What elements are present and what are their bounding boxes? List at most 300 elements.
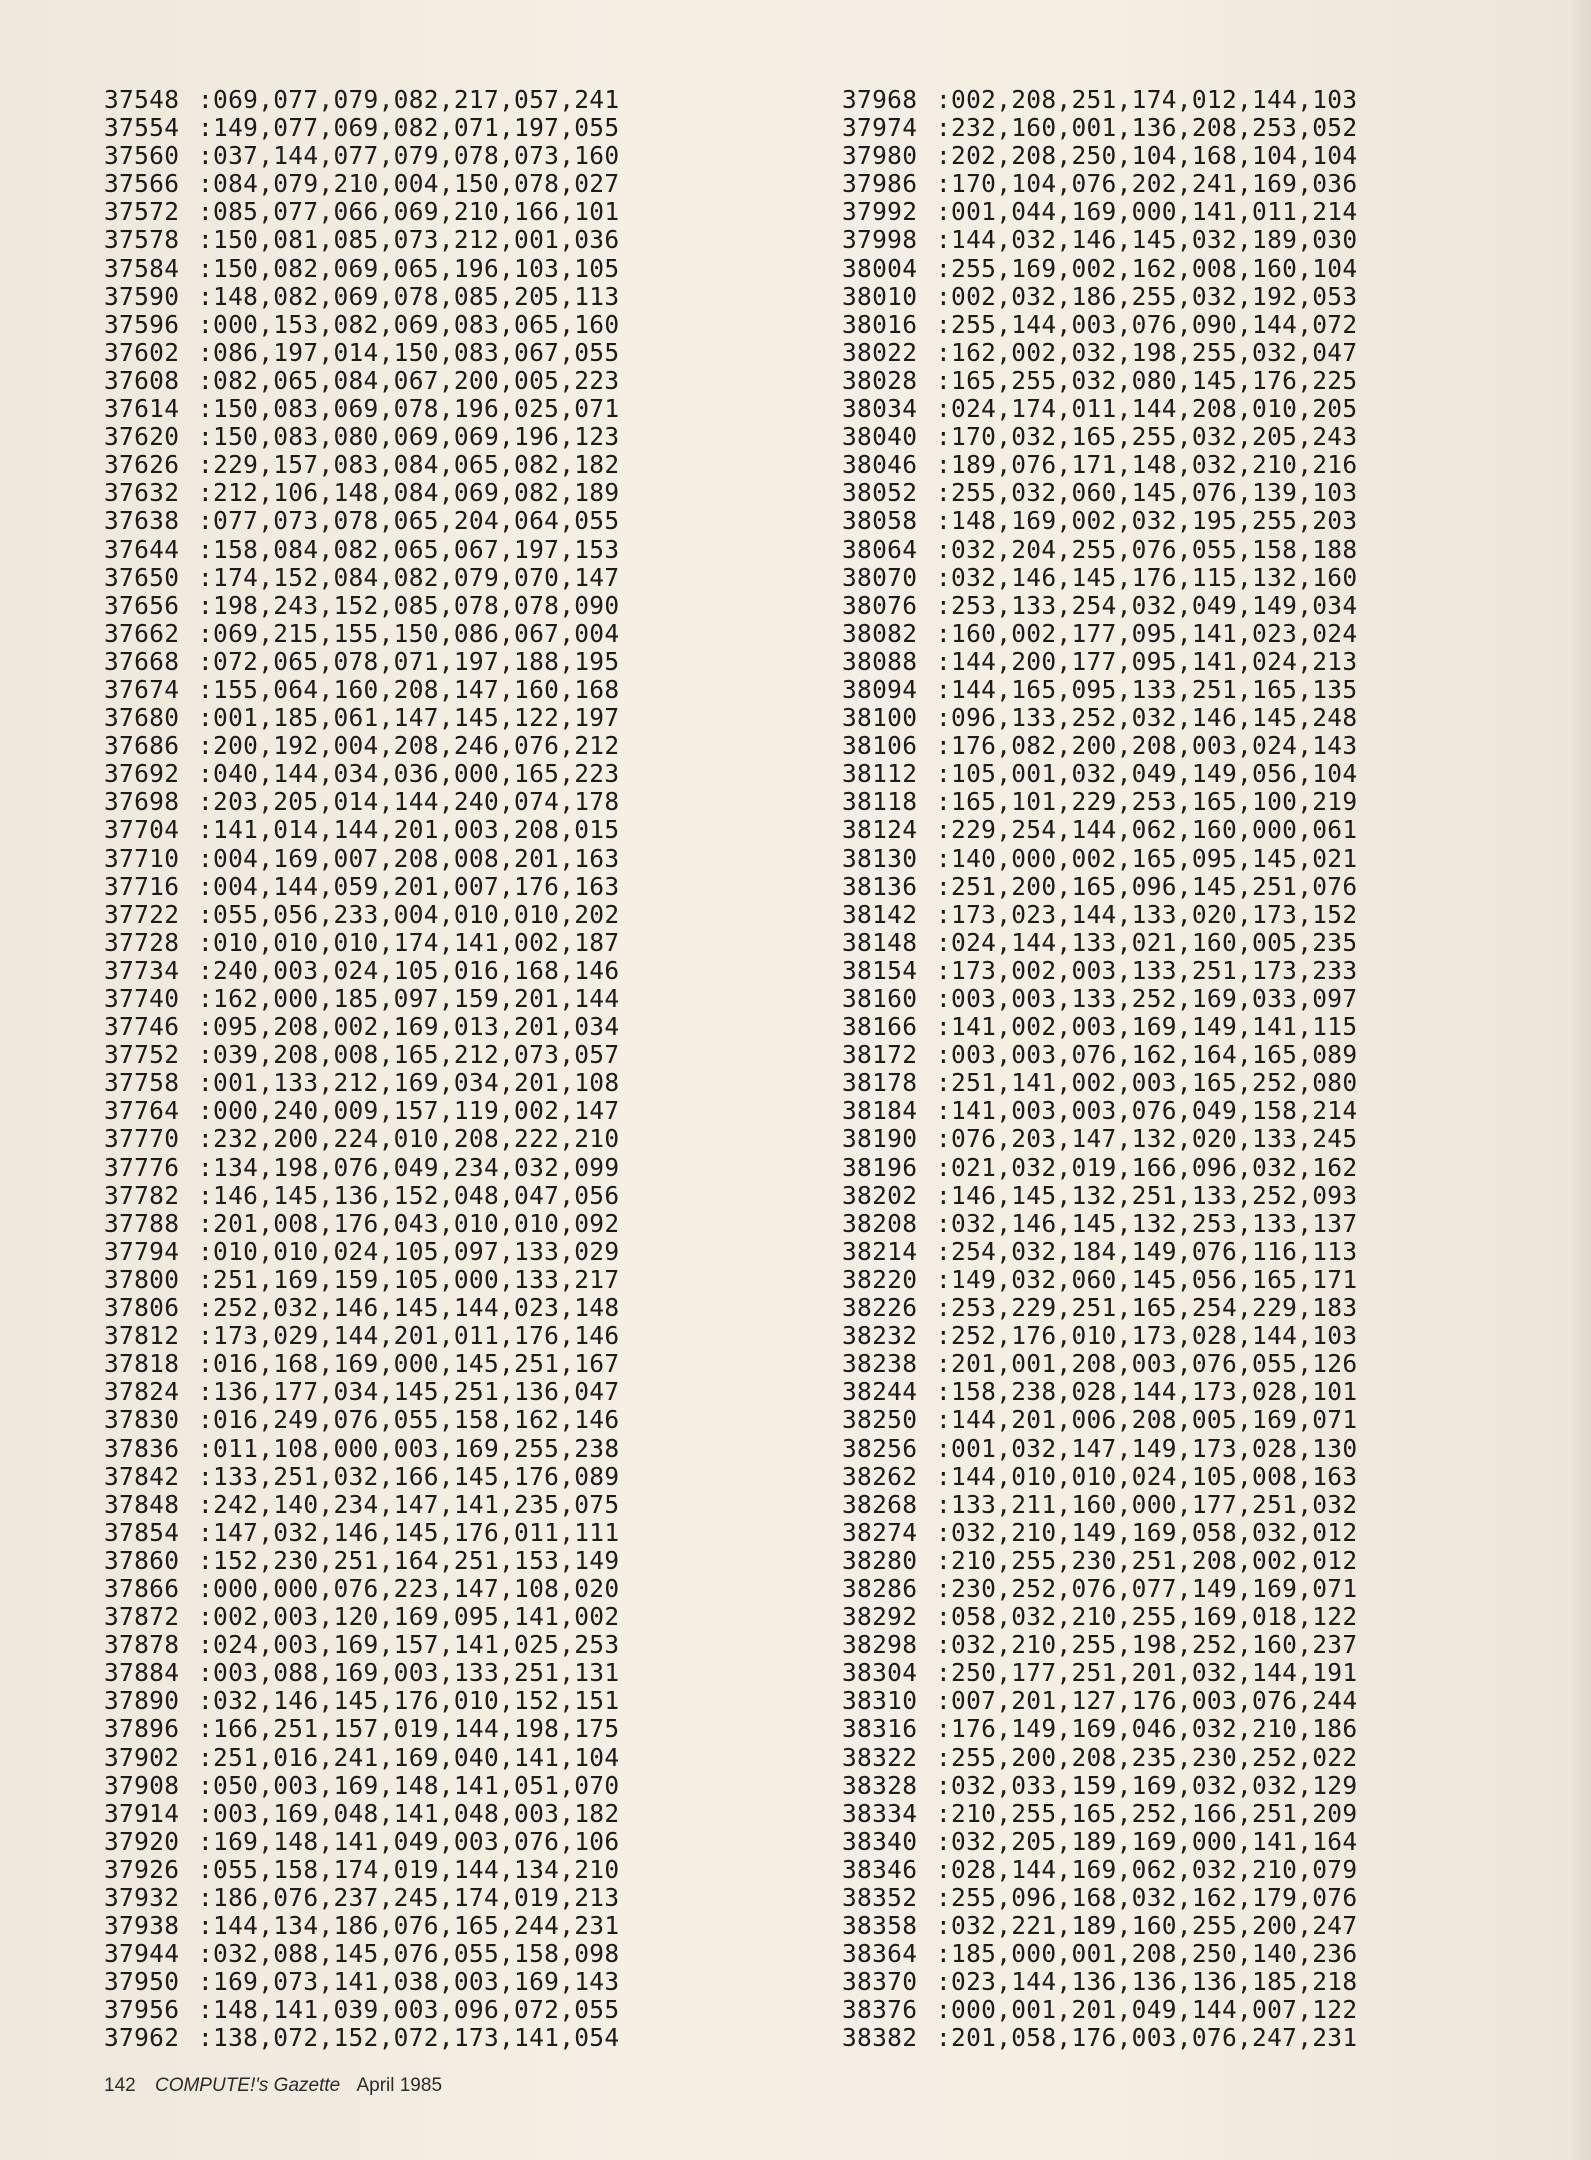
line-address: 38124 (842, 815, 918, 845)
listing-line (842, 1322, 1357, 1350)
listing-line (104, 1800, 619, 1828)
listing-line (842, 929, 1357, 957)
listing-line (842, 507, 1357, 535)
line-address: 37956 (104, 1995, 180, 2025)
line-bytes: :039,208,008,165,212,073,057 (198, 1040, 620, 1070)
line-bytes: :174,152,084,082,079,070,147 (198, 562, 620, 592)
line-bytes: :055,056,233,004,010,010,202 (198, 899, 620, 929)
line-address: 37824 (104, 1377, 180, 1407)
line-bytes: :251,016,241,169,040,141,104 (198, 1742, 620, 1772)
line-bytes: :146,145,132,251,133,252,093 (936, 1180, 1358, 1210)
listing-line (104, 985, 619, 1013)
line-address: 38340 (842, 1826, 918, 1856)
listing-line (104, 283, 619, 311)
listing-line (842, 1154, 1357, 1182)
line-address: 38070 (842, 562, 918, 592)
listing-line (842, 564, 1357, 592)
line-address: 38094 (842, 674, 918, 704)
listing-line (842, 1659, 1357, 1687)
listing-line (104, 1322, 619, 1350)
line-address: 38082 (842, 618, 918, 648)
line-address: 38010 (842, 281, 918, 311)
line-bytes: :251,169,159,105,000,133,217 (198, 1264, 620, 1294)
listing-line (104, 1884, 619, 1912)
line-bytes: :255,200,208,235,230,252,022 (936, 1742, 1358, 1772)
line-address: 38262 (842, 1461, 918, 1491)
line-address: 37830 (104, 1405, 180, 1435)
line-bytes: :198,243,152,085,078,078,090 (198, 590, 620, 620)
line-address: 38142 (842, 899, 918, 929)
line-address: 38160 (842, 984, 918, 1013)
listing-line (104, 1350, 619, 1378)
listing-line (104, 1210, 619, 1238)
line-bytes: :251,200,165,096,145,251,076 (936, 871, 1358, 901)
listing-line (842, 1828, 1357, 1856)
line-address: 37878 (104, 1630, 180, 1660)
line-bytes: :028,144,169,062,032,210,079 (936, 1854, 1358, 1884)
line-address: 37752 (104, 1040, 180, 1070)
listing-line (842, 788, 1357, 816)
line-address: 37986 (842, 169, 918, 199)
line-bytes: :201,058,176,003,076,247,231 (936, 2023, 1358, 2053)
listing-line (842, 760, 1357, 788)
line-bytes: :162,002,032,198,255,032,047 (936, 337, 1358, 367)
line-bytes: :254,032,184,149,076,116,113 (936, 1236, 1358, 1266)
listing-line (104, 1041, 619, 1069)
line-address: 38172 (842, 1040, 918, 1070)
line-address: 38058 (842, 506, 918, 536)
listing-line (842, 423, 1357, 451)
listing-line (842, 1463, 1357, 1491)
line-bytes: :032,146,145,176,115,132,160 (936, 562, 1358, 592)
line-bytes: :148,169,002,032,195,255,203 (936, 506, 1358, 536)
line-bytes: :002,032,186,255,032,192,053 (936, 281, 1358, 311)
line-address: 38208 (842, 1208, 918, 1238)
line-address: 38016 (842, 309, 918, 339)
line-bytes: :000,001,201,049,144,007,122 (936, 1995, 1358, 2025)
line-bytes: :024,144,133,021,160,005,235 (936, 927, 1358, 957)
line-address: 37602 (104, 337, 180, 367)
line-address: 38310 (842, 1686, 918, 1716)
listing-line (104, 1968, 619, 1996)
line-address: 38322 (842, 1742, 918, 1772)
line-address: 37854 (104, 1517, 180, 1547)
listing-line (842, 1210, 1357, 1238)
line-bytes: :252,032,146,145,144,023,148 (198, 1293, 620, 1323)
listing-line (842, 1800, 1357, 1828)
listing-line (842, 1884, 1357, 1912)
line-address: 37848 (104, 1489, 180, 1519)
line-bytes: :023,144,136,136,136,185,218 (936, 1967, 1358, 1997)
line-bytes: :141,014,144,201,003,208,015 (198, 815, 620, 845)
line-address: 37734 (104, 955, 180, 985)
listing-line (104, 816, 619, 844)
listing-line (842, 1772, 1357, 1800)
line-address: 37728 (104, 927, 180, 957)
line-bytes: :133,211,160,000,177,251,032 (936, 1489, 1358, 1519)
line-address: 37614 (104, 394, 180, 424)
line-address: 37944 (104, 1939, 180, 1969)
line-address: 37992 (842, 197, 918, 227)
line-bytes: :176,082,200,208,003,024,143 (936, 731, 1358, 761)
line-bytes: :165,101,229,253,165,100,219 (936, 787, 1358, 817)
line-bytes: :011,108,000,003,169,255,238 (198, 1433, 620, 1463)
listing-line (104, 1463, 619, 1491)
listing-line (104, 479, 619, 507)
listing-line (842, 704, 1357, 732)
line-bytes: :201,001,208,003,076,055,126 (936, 1349, 1358, 1379)
line-address: 38250 (842, 1405, 918, 1435)
line-address: 38226 (842, 1293, 918, 1323)
listing-column-left (104, 86, 619, 2053)
line-bytes: :001,185,061,147,145,122,197 (198, 703, 620, 733)
line-bytes: :148,082,069,078,085,205,113 (198, 281, 620, 311)
line-bytes: :144,134,186,076,165,244,231 (198, 1911, 620, 1941)
line-address: 37920 (104, 1826, 180, 1856)
listing-line (104, 395, 619, 423)
page-edge-shadow (1569, 0, 1591, 2160)
line-bytes: :007,201,127,176,003,076,244 (936, 1686, 1358, 1716)
line-bytes: :144,032,146,145,032,189,030 (936, 225, 1358, 255)
issue-date: April 1985 (356, 2075, 443, 2096)
listing-line (104, 170, 619, 198)
line-bytes: :002,003,120,169,095,141,002 (198, 1602, 620, 1632)
listing-line (842, 1631, 1357, 1659)
line-bytes: :086,197,014,150,083,067,055 (198, 337, 620, 367)
line-address: 37680 (104, 703, 180, 733)
line-bytes: :252,176,010,173,028,144,103 (936, 1321, 1358, 1351)
listing-line (842, 1687, 1357, 1715)
listing-line (104, 620, 619, 648)
line-address: 38166 (842, 1012, 918, 1042)
listing-line (842, 536, 1357, 564)
listing-line (842, 620, 1357, 648)
line-address: 37620 (104, 422, 180, 452)
line-bytes: :169,148,141,049,003,076,106 (198, 1826, 620, 1856)
line-bytes: :251,141,002,003,165,252,080 (936, 1068, 1358, 1098)
line-address: 37998 (842, 225, 918, 255)
listing-line (104, 1125, 619, 1153)
line-address: 37572 (104, 197, 180, 227)
line-address: 38004 (842, 253, 918, 283)
line-address: 37974 (842, 113, 918, 143)
line-address: 37638 (104, 506, 180, 536)
listing-line (842, 1491, 1357, 1519)
line-bytes: :002,208,251,174,012,144,103 (936, 85, 1358, 114)
line-address: 38148 (842, 927, 918, 957)
listing-line (842, 1238, 1357, 1266)
line-bytes: :144,165,095,133,251,165,135 (936, 674, 1358, 704)
listing-line (104, 114, 619, 142)
line-bytes: :069,077,079,082,217,057,241 (198, 85, 620, 114)
line-bytes: :140,000,002,165,095,145,021 (936, 843, 1358, 873)
line-address: 38190 (842, 1124, 918, 1154)
listing-line (842, 1940, 1357, 1968)
line-address: 37836 (104, 1433, 180, 1463)
listing-line (842, 1182, 1357, 1210)
listing-line (842, 1266, 1357, 1294)
listing-line (104, 1435, 619, 1463)
listing-line (842, 1097, 1357, 1125)
line-address: 38334 (842, 1798, 918, 1828)
line-address: 37938 (104, 1911, 180, 1941)
listing-line (104, 676, 619, 704)
line-bytes: :200,192,004,208,246,076,212 (198, 731, 620, 761)
listing-line (104, 1856, 619, 1884)
listing-line (104, 732, 619, 760)
line-address: 37584 (104, 253, 180, 283)
listing-line (104, 1294, 619, 1322)
line-address: 37554 (104, 113, 180, 143)
line-address: 38088 (842, 646, 918, 676)
line-address: 37596 (104, 309, 180, 339)
listing-line (842, 198, 1357, 226)
listing-line (104, 1996, 619, 2024)
listing-line (842, 648, 1357, 676)
line-address: 38238 (842, 1349, 918, 1379)
line-address: 38292 (842, 1602, 918, 1632)
line-address: 37980 (842, 141, 918, 171)
line-bytes: :105,001,032,049,149,056,104 (936, 759, 1358, 789)
line-address: 37776 (104, 1152, 180, 1182)
line-address: 38184 (842, 1096, 918, 1126)
line-bytes: :076,203,147,132,020,133,245 (936, 1124, 1358, 1154)
line-address: 38178 (842, 1068, 918, 1098)
line-address: 38106 (842, 731, 918, 761)
line-address: 37656 (104, 590, 180, 620)
line-bytes: :021,032,019,166,096,032,162 (936, 1152, 1358, 1182)
listing-line (104, 1491, 619, 1519)
line-bytes: :050,003,169,148,141,051,070 (198, 1770, 620, 1800)
line-address: 38100 (842, 703, 918, 733)
listing-line (104, 255, 619, 283)
listing-line (842, 1744, 1357, 1772)
listing-line (104, 1912, 619, 1940)
listing-line (104, 507, 619, 535)
line-address: 37770 (104, 1124, 180, 1154)
line-bytes: :173,023,144,133,020,173,152 (936, 899, 1358, 929)
line-bytes: :136,177,034,145,251,136,047 (198, 1377, 620, 1407)
listing-line (104, 1097, 619, 1125)
line-bytes: :150,082,069,065,196,103,105 (198, 253, 620, 283)
listing-line (842, 114, 1357, 142)
line-bytes: :024,003,169,157,141,025,253 (198, 1630, 620, 1660)
line-address: 37746 (104, 1012, 180, 1042)
listing-line (104, 311, 619, 339)
listing-line (842, 1856, 1357, 1884)
listing-line (104, 1772, 619, 1800)
line-address: 38256 (842, 1433, 918, 1463)
line-address: 37704 (104, 815, 180, 845)
line-bytes: :255,096,168,032,162,179,076 (936, 1883, 1358, 1912)
listing-line (842, 86, 1357, 114)
listing-line (104, 1631, 619, 1659)
line-address: 37626 (104, 450, 180, 480)
line-bytes: :144,010,010,024,105,008,163 (936, 1461, 1358, 1491)
listing-line (104, 198, 619, 226)
line-bytes: :162,000,185,097,159,201,144 (198, 984, 620, 1013)
line-bytes: :095,208,002,169,013,201,034 (198, 1012, 620, 1042)
line-address: 38034 (842, 394, 918, 424)
listing-line (104, 423, 619, 451)
listing-line (104, 957, 619, 985)
listing-line (104, 86, 619, 114)
line-address: 37710 (104, 843, 180, 873)
line-address: 37740 (104, 984, 180, 1013)
listing-line (842, 985, 1357, 1013)
line-address: 38202 (842, 1180, 918, 1210)
line-bytes: :232,200,224,010,208,222,210 (198, 1124, 620, 1154)
line-bytes: :003,003,133,252,169,033,097 (936, 984, 1358, 1013)
line-bytes: :032,146,145,176,010,152,151 (198, 1686, 620, 1716)
line-address: 37926 (104, 1854, 180, 1884)
listing-line (104, 1715, 619, 1743)
line-bytes: :004,144,059,201,007,176,163 (198, 871, 620, 901)
line-address: 38244 (842, 1377, 918, 1407)
line-address: 37698 (104, 787, 180, 817)
line-bytes: :250,177,251,201,032,144,191 (936, 1658, 1358, 1688)
line-bytes: :016,168,169,000,145,251,167 (198, 1349, 620, 1379)
listing-line (104, 929, 619, 957)
listing-line (104, 845, 619, 873)
line-bytes: :032,033,159,169,032,032,129 (936, 1770, 1358, 1800)
listing-line (104, 592, 619, 620)
line-bytes: :085,077,066,069,210,166,101 (198, 197, 620, 227)
line-bytes: :158,238,028,144,173,028,101 (936, 1377, 1358, 1407)
line-bytes: :146,145,136,152,048,047,056 (198, 1180, 620, 1210)
line-bytes: :240,003,024,105,016,168,146 (198, 955, 620, 985)
line-bytes: :003,169,048,141,048,003,182 (198, 1798, 620, 1828)
line-address: 37842 (104, 1461, 180, 1491)
line-address: 38130 (842, 843, 918, 873)
line-bytes: :003,003,076,162,164,165,089 (936, 1040, 1358, 1070)
line-address: 38382 (842, 2023, 918, 2053)
listing-line (842, 592, 1357, 620)
listing-line (104, 1378, 619, 1406)
line-bytes: :148,141,039,003,096,072,055 (198, 1995, 620, 2025)
listing-line (842, 367, 1357, 395)
line-bytes: :173,029,144,201,011,176,146 (198, 1321, 620, 1351)
line-address: 37884 (104, 1658, 180, 1688)
listing-line (842, 676, 1357, 704)
line-address: 37548 (104, 85, 180, 114)
line-address: 38304 (842, 1658, 918, 1688)
line-bytes: :032,210,255,198,252,160,237 (936, 1630, 1358, 1660)
line-address: 38376 (842, 1995, 918, 2025)
line-address: 38232 (842, 1321, 918, 1351)
line-address: 37764 (104, 1096, 180, 1126)
line-bytes: :037,144,077,079,078,073,160 (198, 141, 620, 171)
listing-line (104, 1406, 619, 1434)
line-bytes: :149,032,060,145,056,165,171 (936, 1264, 1358, 1294)
listing-line (842, 311, 1357, 339)
line-bytes: :202,208,250,104,168,104,104 (936, 141, 1358, 171)
line-bytes: :185,000,001,208,250,140,236 (936, 1939, 1358, 1969)
line-bytes: :072,065,078,071,197,188,195 (198, 646, 620, 676)
listing-line (104, 2024, 619, 2052)
line-bytes: :253,229,251,165,254,229,183 (936, 1293, 1358, 1323)
line-bytes: :141,002,003,169,149,141,115 (936, 1012, 1358, 1042)
line-address: 37788 (104, 1208, 180, 1238)
line-bytes: :189,076,171,148,032,210,216 (936, 450, 1358, 480)
line-bytes: :230,252,076,077,149,169,071 (936, 1573, 1358, 1603)
line-address: 38298 (842, 1630, 918, 1660)
line-bytes: :055,158,174,019,144,134,210 (198, 1854, 620, 1884)
listing-line (842, 283, 1357, 311)
line-bytes: :077,073,078,065,204,064,055 (198, 506, 620, 536)
line-address: 37872 (104, 1602, 180, 1632)
line-bytes: :134,198,076,049,234,032,099 (198, 1152, 620, 1182)
line-bytes: :082,065,084,067,200,005,223 (198, 365, 620, 395)
listing-line (104, 1575, 619, 1603)
line-address: 37566 (104, 169, 180, 199)
line-bytes: :032,146,145,132,253,133,137 (936, 1208, 1358, 1238)
line-address: 37662 (104, 618, 180, 648)
line-address: 37908 (104, 1770, 180, 1800)
line-bytes: :210,255,165,252,166,251,209 (936, 1798, 1358, 1828)
line-bytes: :253,133,254,032,049,149,034 (936, 590, 1358, 620)
line-bytes: :210,255,230,251,208,002,012 (936, 1545, 1358, 1575)
line-address: 37590 (104, 281, 180, 311)
line-address: 38316 (842, 1714, 918, 1744)
line-address: 37962 (104, 2023, 180, 2053)
page-number: 142 (104, 2075, 136, 2096)
line-address: 37716 (104, 871, 180, 901)
line-bytes: :170,032,165,255,032,205,243 (936, 422, 1358, 452)
listing-line (842, 1350, 1357, 1378)
listing-line (842, 479, 1357, 507)
line-address: 38040 (842, 422, 918, 452)
listing-line (842, 1575, 1357, 1603)
line-bytes: :229,157,083,084,065,082,182 (198, 450, 620, 480)
line-address: 37968 (842, 85, 918, 114)
listing-line (104, 1154, 619, 1182)
line-bytes: :144,200,177,095,141,024,213 (936, 646, 1358, 676)
line-bytes: :032,204,255,076,055,158,188 (936, 534, 1358, 564)
line-address: 37866 (104, 1573, 180, 1603)
line-bytes: :032,221,189,160,255,200,247 (936, 1911, 1358, 1941)
line-bytes: :150,083,080,069,069,196,123 (198, 422, 620, 452)
listing-line (104, 1828, 619, 1856)
listing-line (104, 704, 619, 732)
line-address: 38028 (842, 365, 918, 395)
line-address: 38052 (842, 478, 918, 508)
line-bytes: :150,083,069,078,196,025,071 (198, 394, 620, 424)
line-address: 38352 (842, 1883, 918, 1912)
line-bytes: :166,251,157,019,144,198,175 (198, 1714, 620, 1744)
listing-line (842, 395, 1357, 423)
listing-line (842, 1041, 1357, 1069)
line-bytes: :229,254,144,062,160,000,061 (936, 815, 1358, 845)
line-bytes: :173,002,003,133,251,173,233 (936, 955, 1358, 985)
listing-line (842, 1603, 1357, 1631)
line-address: 37902 (104, 1742, 180, 1772)
listing-line (104, 901, 619, 929)
listing-line (104, 1940, 619, 1968)
line-address: 37890 (104, 1686, 180, 1716)
listing-line (104, 1519, 619, 1547)
listing-line (104, 873, 619, 901)
line-bytes: :032,210,149,169,058,032,012 (936, 1517, 1358, 1547)
listing-line (842, 1406, 1357, 1434)
listing-line (104, 1659, 619, 1687)
line-address: 37668 (104, 646, 180, 676)
listing-line (104, 339, 619, 367)
line-bytes: :001,032,147,149,173,028,130 (936, 1433, 1358, 1463)
line-address: 37860 (104, 1545, 180, 1575)
listing-line (104, 1547, 619, 1575)
line-address: 37644 (104, 534, 180, 564)
